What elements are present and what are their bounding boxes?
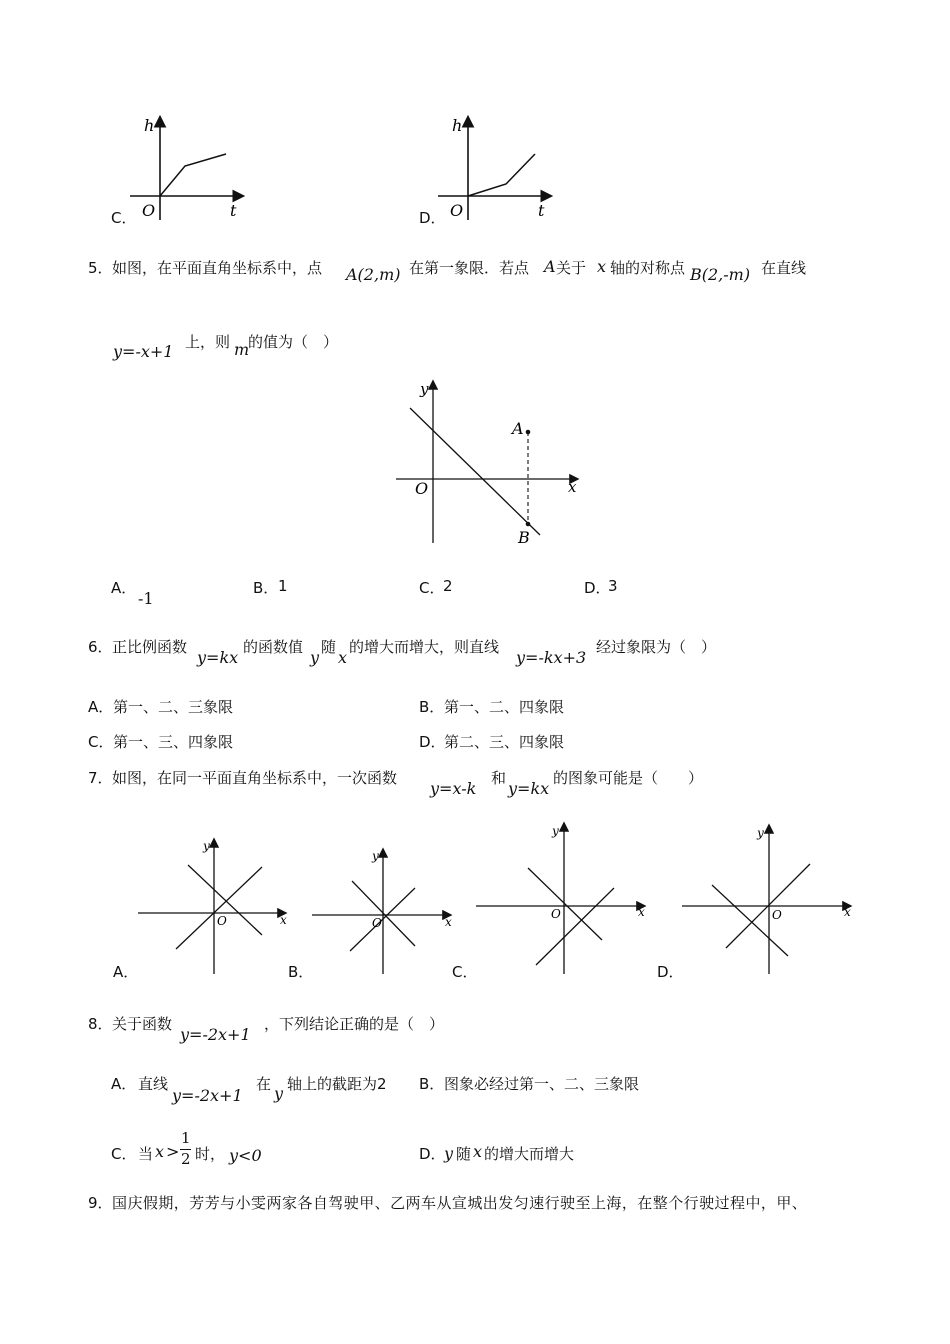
q8-option-b-text: 图象必经过第一、二、三象限 <box>444 1075 640 1093</box>
q7-option-a-label[interactable]: A． <box>113 963 139 981</box>
q7-text1: 如图，在同一平面直角坐标系中，一次函数 <box>112 769 398 787</box>
q8-option-d-y: y <box>444 1144 454 1163</box>
q8-option-c-cond: y<0 <box>229 1146 262 1165</box>
q6-eq1: y=kx <box>197 648 239 667</box>
q6-number: 6． <box>88 638 113 656</box>
q8-text1: 关于函数 <box>112 1015 173 1033</box>
q5-fig-origin: O <box>415 479 429 498</box>
q6-eq2: y=-kx+3 <box>516 648 587 667</box>
q5-option-d-value: 3 <box>608 577 618 595</box>
q7-option-b-label[interactable]: B． <box>288 963 314 981</box>
q5-x-var: x <box>597 257 607 276</box>
q8-option-a-t2: 在 <box>256 1075 272 1093</box>
q5-text6: 上，则 <box>185 333 231 351</box>
q8-option-a-eq: y=-2x+1 <box>172 1086 243 1105</box>
q5-a-var: A <box>544 257 556 276</box>
q7b-origin: O <box>372 916 382 930</box>
q6-x-var: x <box>338 648 348 667</box>
q6-option-d-text: 第二、三、四象限 <box>444 733 565 751</box>
q6-option-b-label[interactable]: B． <box>419 698 445 716</box>
q7-eq2: y=kx <box>508 779 550 798</box>
q7-number: 7． <box>88 769 113 787</box>
q8-option-d-x: x <box>473 1142 483 1161</box>
q4-option-d-label[interactable]: D． <box>419 209 446 227</box>
q7d-origin: O <box>772 908 782 922</box>
q5-fig-y: y <box>420 380 429 398</box>
q8-text2: ，下列结论正确的是（ ） <box>264 1015 445 1033</box>
q7c-y: y <box>552 824 559 838</box>
q5-figure <box>390 375 590 550</box>
q6-text3: 随 <box>321 638 337 656</box>
q8-option-c-denominator: 2 <box>181 1150 191 1168</box>
q7d-x: x <box>844 905 851 919</box>
q8-option-a-y: y <box>274 1084 284 1103</box>
q9-text: 国庆假期，芳芳与小雯两家各自驾驶甲、乙两车从宣城出发匀速行驶至上海，在整个行驶过程中，甲、 <box>112 1194 808 1212</box>
q5-text3: 关于 <box>556 259 587 277</box>
q5-text4: 轴的对称点 <box>610 259 686 277</box>
q8-option-a-t3: 轴上的截距为2 <box>287 1075 387 1093</box>
q7-graph-a <box>138 838 298 978</box>
q4-option-c-graph <box>130 112 250 222</box>
q7a-x: x <box>280 913 287 927</box>
q8-option-a-label[interactable]: A． <box>111 1075 137 1093</box>
q4d-axis-h: h <box>452 116 463 135</box>
q7a-y: y <box>203 839 210 853</box>
q5-point-a: A(2,m) <box>346 265 401 284</box>
q7d-y: y <box>757 826 764 840</box>
q7-graph-b <box>312 848 462 978</box>
q8-option-c-x: x <box>155 1142 165 1161</box>
q6-y-var: y <box>310 648 320 667</box>
q8-option-d-t1: 随 <box>456 1145 472 1163</box>
q6-option-d-label[interactable]: D． <box>419 733 446 751</box>
q5-option-a-label[interactable]: A． <box>111 579 137 597</box>
q8-option-c-gt: > <box>166 1142 180 1161</box>
q5-text7: 的值为（ ） <box>248 333 339 351</box>
q6-option-c-label[interactable]: C． <box>88 733 114 751</box>
q7b-x: x <box>445 915 452 929</box>
q7a-origin: O <box>217 914 227 928</box>
q8-option-a-t1: 直线 <box>138 1075 169 1093</box>
q7-graph-d <box>682 824 862 978</box>
q5-number: 5． <box>88 259 113 277</box>
q8-option-d-t2: 的增大而增大 <box>484 1145 575 1163</box>
q5-fig-x: x <box>568 478 577 496</box>
q5-fig-b: B <box>518 528 530 547</box>
q5-option-b-value: 1 <box>278 577 288 595</box>
q8-option-c-t1: 当 <box>138 1145 154 1163</box>
q8-option-d-label[interactable]: D． <box>419 1145 446 1163</box>
q5-option-d-label[interactable]: D． <box>584 579 611 597</box>
q8-option-c-label[interactable]: C． <box>111 1145 137 1163</box>
q8-number: 8． <box>88 1015 113 1033</box>
q4-option-c-label[interactable]: C． <box>111 209 137 227</box>
q7-text3: 的图象可能是（ ） <box>553 769 704 787</box>
q6-option-a-label[interactable]: A． <box>88 698 114 716</box>
q5-option-b-label[interactable]: B． <box>253 579 279 597</box>
q5-text2: 在第一象限．若点 <box>409 259 530 277</box>
q4d-origin: O <box>450 201 464 220</box>
q5-point-b: B(2,-m) <box>690 265 751 284</box>
q7c-x: x <box>638 905 645 919</box>
q5-option-c-value: 2 <box>443 577 453 595</box>
q6-text5: 经过象限为（ ） <box>596 638 717 656</box>
q5-fig-a: A <box>512 419 524 438</box>
q7-text2: 和 <box>491 769 507 787</box>
q7b-y: y <box>372 849 379 863</box>
q7c-origin: O <box>551 907 561 921</box>
q8-eq: y=-2x+1 <box>180 1025 251 1044</box>
q6-option-c-text: 第一、三、四象限 <box>113 733 234 751</box>
q7-option-c-label[interactable]: C． <box>452 963 478 981</box>
q6-text2: 的函数值 <box>243 638 304 656</box>
q4-option-d-graph <box>438 112 558 222</box>
q5-option-a-value: -1 <box>138 589 154 608</box>
q4d-axis-t: t <box>538 201 545 220</box>
q5-m-var: m <box>234 340 250 359</box>
q6-option-b-text: 第一、二、四象限 <box>444 698 565 716</box>
q4c-origin: O <box>142 201 156 220</box>
q5-line-eq: y=-x+1 <box>113 342 174 361</box>
q7-eq1: y=x-k <box>430 779 477 798</box>
q7-option-d-label[interactable]: D． <box>657 963 684 981</box>
q8-option-b-label[interactable]: B． <box>419 1075 445 1093</box>
q6-text4: 的增大而增大，则直线 <box>349 638 500 656</box>
q4c-axis-t: t <box>230 201 237 220</box>
q5-text1: 如图，在平面直角坐标系中，点 <box>112 259 323 277</box>
q7-graph-c <box>476 822 656 978</box>
q6-text1: 正比例函数 <box>112 638 188 656</box>
q5-option-c-label[interactable]: C． <box>419 579 445 597</box>
q8-option-c-numerator: 1 <box>181 1129 191 1147</box>
q8-option-c-t2: 时， <box>195 1145 226 1163</box>
q5-text5: 在直线 <box>761 259 807 277</box>
q6-option-a-text: 第一、二、三象限 <box>113 698 234 716</box>
q4c-axis-h: h <box>144 116 155 135</box>
q9-number: 9． <box>88 1194 113 1212</box>
